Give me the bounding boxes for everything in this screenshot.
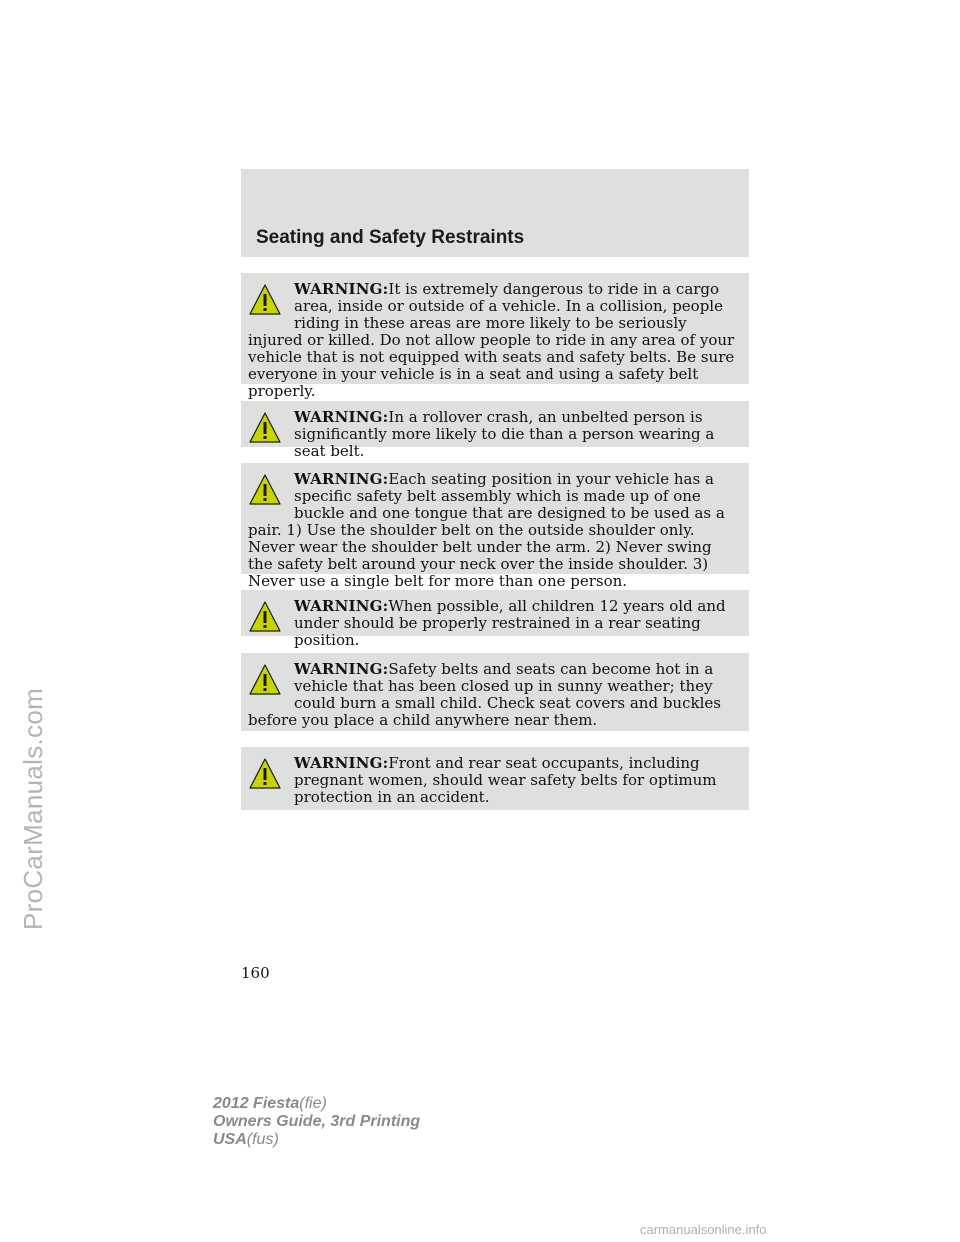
warning-text: When possible, all children 12 years old and under should be properly restrained in a rear seating position. [294,597,726,649]
warning-icon [248,600,282,634]
footer-line-market [213,1131,420,1149]
page-number: 160 [241,964,270,982]
section-title: Seating and Safety Restraints [256,227,525,248]
warning-icon [248,663,282,697]
site-watermark: carmanualsonline.info [640,1222,767,1237]
warning-label: WARNING: [294,408,389,426]
warning-text: In a rollover crash, an unbelted person is significantly more likely to die than a person wearing a seat belt. [294,408,715,460]
warning-text: Front and rear seat occupants, including pregnant women, should wear safety belts for optimum protection in an accident. [294,754,717,806]
warning-icon [248,411,282,445]
warning-box-5 [241,653,749,731]
warning-label: WARNING: [294,754,389,772]
warning-icon [248,283,282,317]
footer-model: 2012 Fiesta [213,1095,300,1112]
warning-label: WARNING: [294,470,389,488]
warning-text: Safety belts and seats can become hot in a vehicle that has been closed up in sunny weather; they could burn a small child. Check seat covers and buckles before you place a child anywhere near them. [248,660,721,729]
warning-text: Each seating position in your vehicle has a specific safety belt assembly which is made up of one buckle and one tongue that are designed to be used as a pair. 1) Use the shoulder belt on the outside shoulder only. Never wear the shoulder belt under the arm. 2) Never swing the safety belt around your neck over the inside shoulder. 3) Never use a single belt for more than one person. [248,470,725,590]
footer [213,1095,420,1149]
warning-icon [248,473,282,507]
warning-box-6 [241,747,749,810]
warning-box-4 [241,590,749,649]
warning-text: It is extremely dangerous to ride in a cargo area, inside or outside of a vehicle. In a collision, people riding in these areas are more likely to be seriously injured or killed. Do not allow people to ride in any area of your vehicle that is not equipped with seats and safety belts. Be sure everyone in your vehicle is in a seat and using a safety belt properly. [248,280,735,400]
warning-label: WARNING: [294,597,389,615]
footer-line-model [213,1095,420,1113]
footer-guide: Owners Guide, 3rd Printing [213,1113,421,1130]
footer-market-code: (fus) [246,1131,279,1148]
warning-box-3 [241,463,749,590]
warning-box-1 [241,273,749,400]
side-watermark: ProCarManuals.com [18,687,48,930]
warning-label: WARNING: [294,280,389,298]
footer-line-guide [213,1113,420,1131]
warning-box-2 [241,401,749,460]
section-header [241,169,749,257]
warning-label: WARNING: [294,660,389,678]
footer-market: USA [213,1131,247,1148]
warning-icon [248,757,282,791]
footer-model-code: (fie) [299,1095,327,1112]
